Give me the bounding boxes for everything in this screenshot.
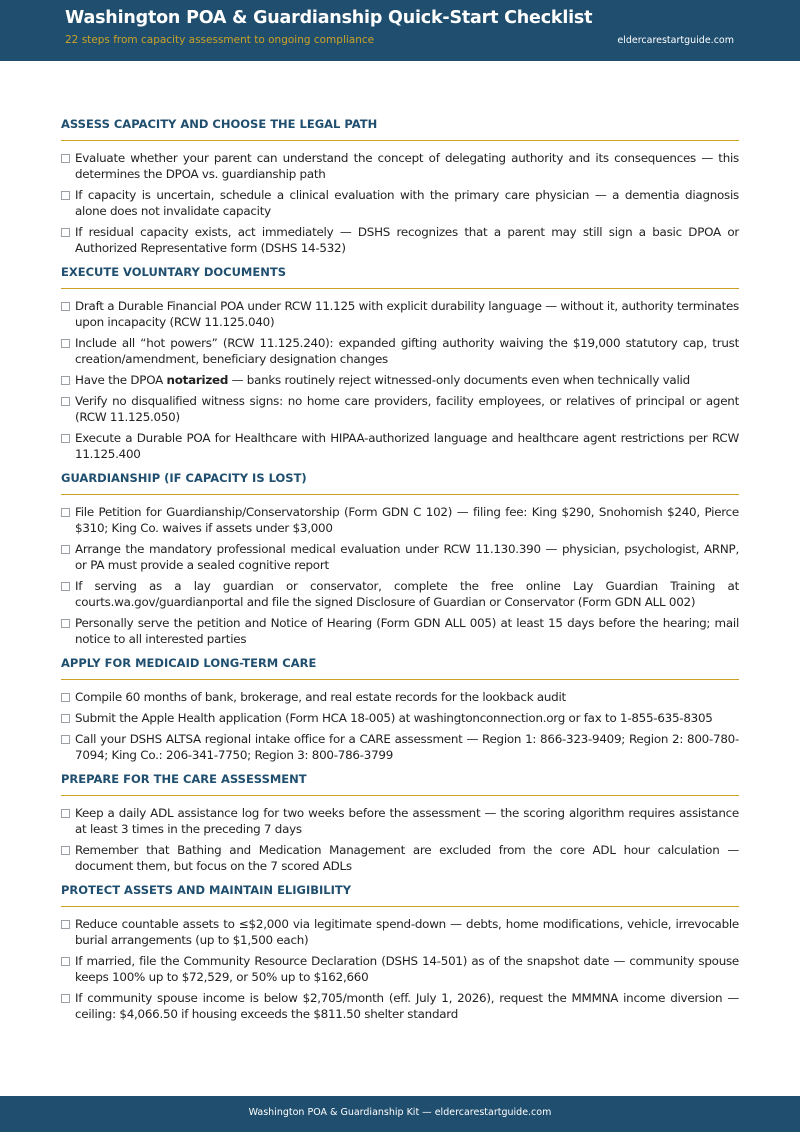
checkbox[interactable] bbox=[61, 619, 70, 628]
checklist-item-text: Verify no disqualified witness signs: no home care providers, facility employees, or relatives of principal or agent (RCW 11.125.050) bbox=[75, 394, 739, 424]
section-title: PROTECT ASSETS AND MAINTAIN ELIGIBILITY bbox=[61, 883, 739, 907]
checkbox[interactable] bbox=[61, 434, 70, 443]
checklist-item-text: Remember that Bathing and Medication Management are excluded from the core ADL hour calculation — document them, but focus on the 7 scored ADLs bbox=[75, 843, 739, 873]
checklist-item bbox=[61, 430, 739, 462]
checklist-item-text: Have the DPOA bbox=[75, 373, 167, 387]
checklist-item-text: Include all “hot powers” (RCW 11.125.240): expanded gifting authority waiving the $19,000 statutory cap, trust creation/amendment, beneficiary designation changes bbox=[75, 336, 739, 366]
page-header bbox=[0, 0, 800, 61]
checklist-section bbox=[61, 772, 739, 874]
checklist-item-text: Arrange the mandatory professional medical evaluation under RCW 11.130.390 — physician, psychologist, ARNP, or PA must provide a sealed cognitive report bbox=[75, 542, 739, 572]
section-title: APPLY FOR MEDICAID LONG-TERM CARE bbox=[61, 656, 739, 680]
checkbox[interactable] bbox=[61, 508, 70, 517]
checklist-item-text: Evaluate whether your parent can understand the concept of delegating authority and its consequences — this determines the DPOA vs. guardianship path bbox=[75, 151, 739, 181]
checklist-item-text: Call your DSHS ALTSA regional intake office for a CARE assessment — Region 1: 866-323-9409; Region 2: 800-780-7094; King Co.: 206-341-7750; Region 3: 800-786-3799 bbox=[75, 732, 739, 762]
page-footer bbox=[0, 1096, 800, 1132]
page-title: Washington POA & Guardianship Quick-Start Checklist bbox=[65, 8, 593, 28]
checklist-item bbox=[61, 504, 739, 536]
checklist-item bbox=[61, 187, 739, 219]
checklist-item bbox=[61, 615, 739, 647]
checklist-item bbox=[61, 224, 739, 256]
checkbox[interactable] bbox=[61, 302, 70, 311]
checklist-item-text: Reduce countable assets to ≤$2,000 via legitimate spend-down — debts, home modifications, vehicle, irrevocable burial arrangements (up to $1,500 each) bbox=[75, 917, 739, 947]
checklist-item-text: Draft a Durable Financial POA under RCW 11.125 with explicit durability language — without it, authority terminates upon incapacity (RCW 11.125.040) bbox=[75, 299, 739, 329]
checklist-section bbox=[61, 117, 739, 256]
checklist-item bbox=[61, 393, 739, 425]
checklist-section bbox=[61, 656, 739, 763]
checklist-item bbox=[61, 541, 739, 573]
checklist-item bbox=[61, 335, 739, 367]
section-title: PREPARE FOR THE CARE ASSESSMENT bbox=[61, 772, 739, 796]
checkbox[interactable] bbox=[61, 191, 70, 200]
checklist-item-text: If married, file the Community Resource Declaration (DSHS 14-501) as of the snapshot date — community spouse keeps 100% up to $72,529, or 50% up to $162,660 bbox=[75, 954, 739, 984]
checklist-item-text: Execute a Durable POA for Healthcare with HIPAA-authorized language and healthcare agent restrictions per RCW 11.125.400 bbox=[75, 431, 739, 461]
checklist-item-text: File Petition for Guardianship/Conservatorship (Form GDN C 102) — filing fee: King $290, Snohomish $240, Pierce $310; King Co. waives if assets under $3,000 bbox=[75, 505, 739, 535]
checkbox[interactable] bbox=[61, 735, 70, 744]
checklist-item-text: If residual capacity exists, act immediately — DSHS recognizes that a parent may still sign a basic DPOA or Authorized Representative form (DSHS 14-532) bbox=[75, 225, 739, 255]
checklist-item bbox=[61, 298, 739, 330]
checklist-item bbox=[61, 372, 739, 388]
section-title: EXECUTE VOLUNTARY DOCUMENTS bbox=[61, 265, 739, 289]
checklist-item-emphasis: notarized bbox=[166, 373, 229, 387]
checklist-item-text: Keep a daily ADL assistance log for two weeks before the assessment — the scoring algorithm requires assistance at least 3 times in the preceding 7 days bbox=[75, 806, 739, 836]
checklist-item bbox=[61, 990, 739, 1022]
checkbox[interactable] bbox=[61, 582, 70, 591]
checklist-item-text: Compile 60 months of bank, brokerage, and real estate records for the lookback audit bbox=[75, 690, 566, 704]
checkbox[interactable] bbox=[61, 994, 70, 1003]
page-subtitle: 22 steps from capacity assessment to ongoing compliance bbox=[65, 34, 375, 46]
checklist-content bbox=[61, 117, 739, 1031]
checkbox[interactable] bbox=[61, 714, 70, 723]
checkbox[interactable] bbox=[61, 376, 70, 385]
checkbox[interactable] bbox=[61, 545, 70, 554]
checklist-item bbox=[61, 689, 739, 705]
checkbox[interactable] bbox=[61, 339, 70, 348]
checklist-item-text: Personally serve the petition and Notice of Hearing (Form GDN ALL 005) at least 15 days before the hearing; mail notice to all interested parties bbox=[75, 616, 739, 646]
section-title: GUARDIANSHIP (IF CAPACITY IS LOST) bbox=[61, 471, 739, 495]
checklist-item bbox=[61, 150, 739, 182]
checkbox[interactable] bbox=[61, 957, 70, 966]
checklist-item-text: Submit the Apple Health application (Form HCA 18-005) at washingtonconnection.org or fax to 1-855-635-8305 bbox=[75, 711, 713, 725]
checkbox[interactable] bbox=[61, 228, 70, 237]
footer-text: Washington POA & Guardianship Kit — eldercarestartguide.com bbox=[248, 1107, 552, 1118]
checklist-section bbox=[61, 471, 739, 647]
checklist-item-text: If community spouse income is below $2,705/month (eff. July 1, 2026), request the MMMNA income diversion — ceiling: $4,066.50 if housing exceeds the $811.50 shelter standard bbox=[75, 991, 739, 1021]
checklist-item bbox=[61, 578, 739, 610]
checkbox[interactable] bbox=[61, 154, 70, 163]
checklist-item bbox=[61, 805, 739, 837]
checklist-item bbox=[61, 842, 739, 874]
checklist-item bbox=[61, 916, 739, 948]
checklist-item-text: If serving as a lay guardian or conservator, complete the free online Lay Guardian Training at courts.wa.gov/guardianportal and file the signed Disclosure of Guardian or Conservator (Form GDN ALL 002) bbox=[75, 579, 739, 609]
section-title: ASSESS CAPACITY AND CHOOSE THE LEGAL PATH bbox=[61, 117, 739, 141]
checklist-section bbox=[61, 265, 739, 462]
checkbox[interactable] bbox=[61, 809, 70, 818]
checklist-item bbox=[61, 710, 739, 726]
checkbox[interactable] bbox=[61, 846, 70, 855]
checklist-item-text: If capacity is uncertain, schedule a clinical evaluation with the primary care physician — a dementia diagnosis alone does not invalidate capacity bbox=[75, 188, 739, 218]
site-url: eldercarestartguide.com bbox=[617, 35, 734, 46]
checkbox[interactable] bbox=[61, 920, 70, 929]
checklist-section bbox=[61, 883, 739, 1022]
checklist-item bbox=[61, 953, 739, 985]
checkbox[interactable] bbox=[61, 397, 70, 406]
checklist-item-text: — banks routinely reject witnessed-only documents even when technically valid bbox=[228, 373, 690, 387]
checkbox[interactable] bbox=[61, 693, 70, 702]
checklist-item bbox=[61, 731, 739, 763]
